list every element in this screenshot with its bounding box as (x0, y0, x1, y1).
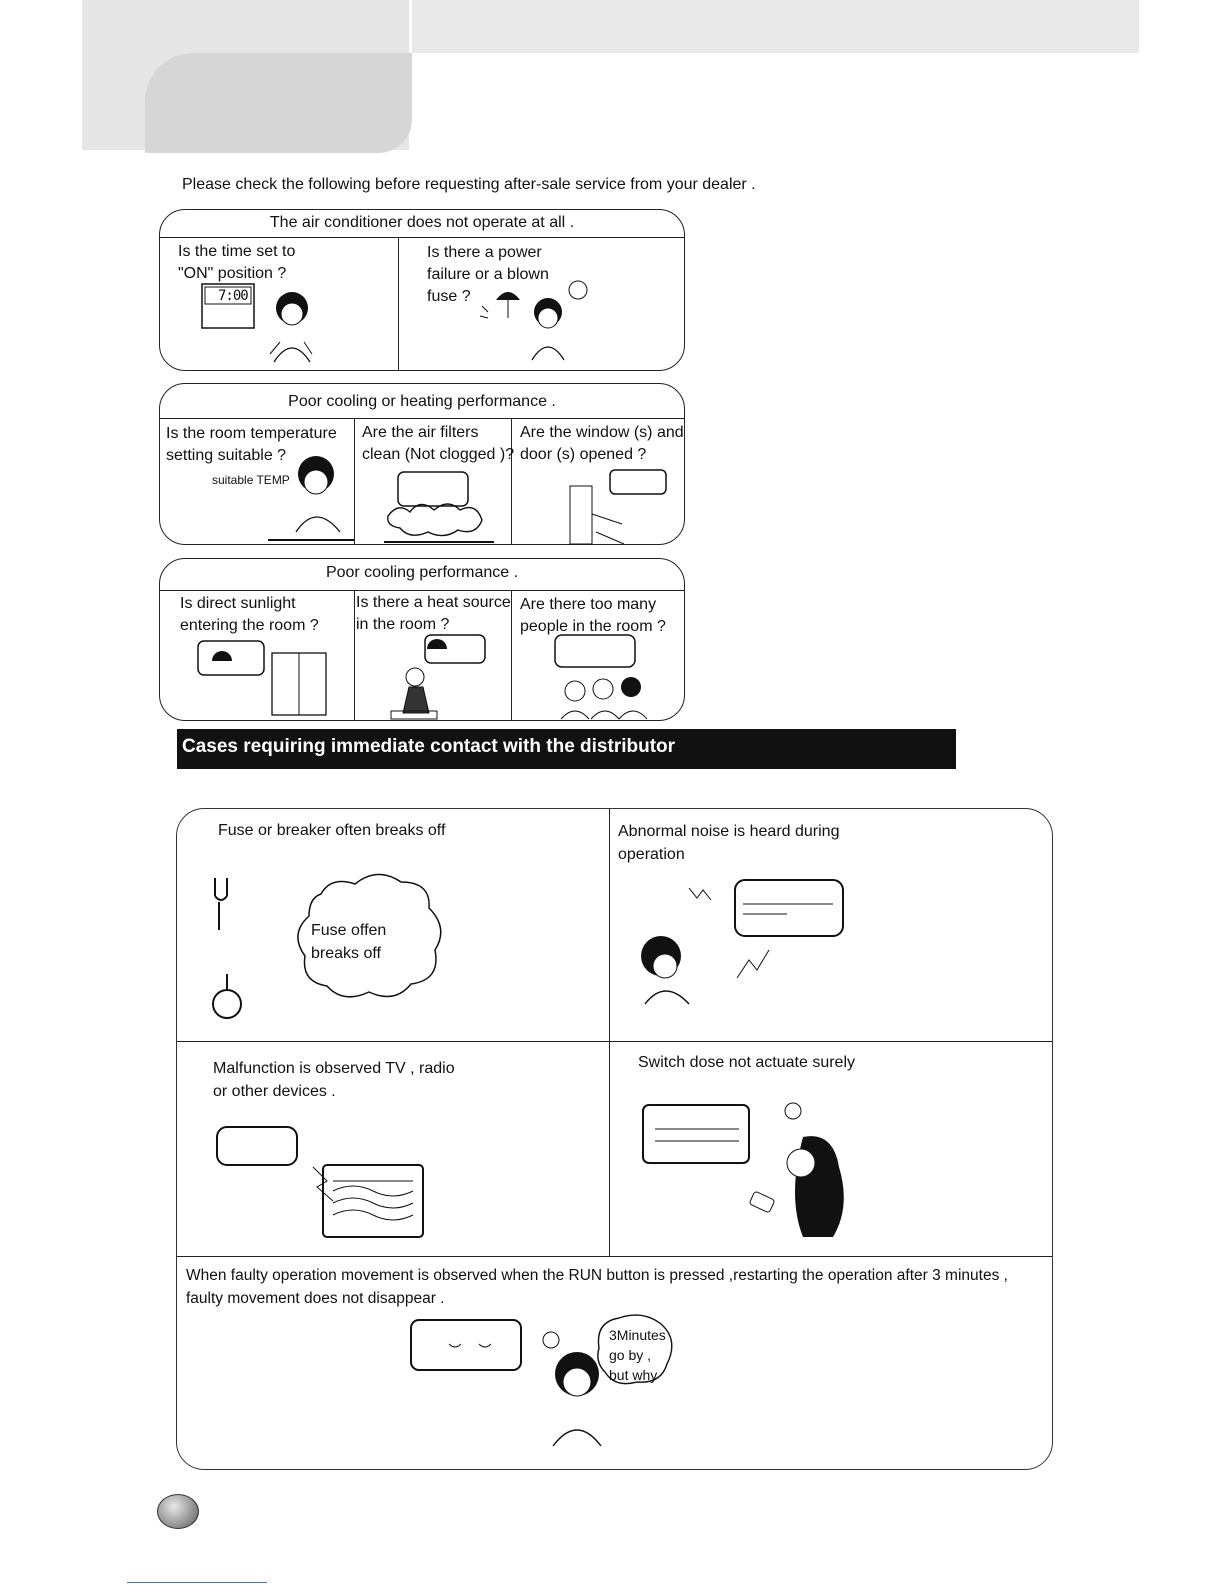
divider (354, 590, 355, 720)
case-noise-title: Abnormal noise is heard during operation (618, 823, 840, 863)
footer-link-underline (127, 1582, 267, 1583)
section-header: Poor cooling performance . (325, 564, 519, 581)
temp-girl-illustration (260, 452, 355, 542)
filter-illustration (382, 464, 497, 544)
divider (177, 1041, 1052, 1042)
people-illustration (545, 635, 660, 720)
divider (609, 809, 610, 1256)
noise-illustration (627, 874, 857, 1014)
timer-display: 7:00 (218, 288, 248, 304)
case-fuse-title: Fuse or breaker often breaks off (218, 822, 446, 839)
intro-text: Please check the following before requesting after-sale service from your dealer . (182, 176, 756, 193)
faulty-bubble-text: 3Minutes go by , but why (609, 1327, 666, 1383)
cases-box (176, 808, 1053, 1470)
page-number-badge (157, 1494, 199, 1529)
question-heat-source: Is there a heat source in the room ? (356, 594, 511, 633)
question-power: Is there a power failure or a blown fuse ? (427, 244, 549, 305)
fuse-bubble-text: Fuse offen breaks off (311, 922, 387, 962)
case-interference-title: Malfunction is observed TV , radio or other devices . (213, 1060, 455, 1100)
divider (160, 418, 684, 419)
question-people: Are there too many people in the room ? (520, 596, 666, 635)
note-suitable-temp: suitable TEMP (212, 473, 290, 487)
case-switch-title: Switch dose not actuate surely (638, 1054, 856, 1071)
contact-banner-text: Cases requiring immediate contact with the distributor (182, 736, 676, 757)
case-faulty-title: When faulty operation movement is observed when the RUN button is pressed ,restarting the operation after 3 minutes , faulty movement does not disappear . (186, 1267, 1008, 1307)
divider (177, 1256, 1052, 1257)
interference-illustration (213, 1121, 453, 1241)
question-window-door: Are the window (s) and door (s) opened ? (520, 424, 684, 463)
window-door-illustration (540, 470, 670, 548)
sunlight-illustration (192, 641, 332, 721)
question-sunlight: Is direct sunlight entering the room ? (180, 595, 319, 634)
divider (511, 590, 512, 720)
section-header: The air conditioner does not operate at all . (269, 214, 575, 231)
switch-illustration (643, 1097, 863, 1247)
section-header: Poor cooling or heating performance . (288, 393, 556, 410)
divider (398, 237, 399, 370)
divider (160, 590, 684, 591)
question-room-temp: Is the room temperature setting suitable ? (166, 425, 337, 464)
header-tab-inner (145, 53, 412, 153)
question-air-filter: Are the air filters clean (Not clogged )? (362, 424, 515, 463)
divider (160, 237, 684, 238)
section-no-operation (159, 209, 685, 371)
section-poor-cooling (159, 558, 685, 721)
power-girl-illustration (478, 276, 588, 361)
section-poor-cooling-heating (159, 383, 685, 545)
question-timer: Is the time set to "ON" position ? (178, 243, 296, 282)
heat-source-illustration (385, 635, 495, 720)
header-band (412, 0, 1139, 53)
